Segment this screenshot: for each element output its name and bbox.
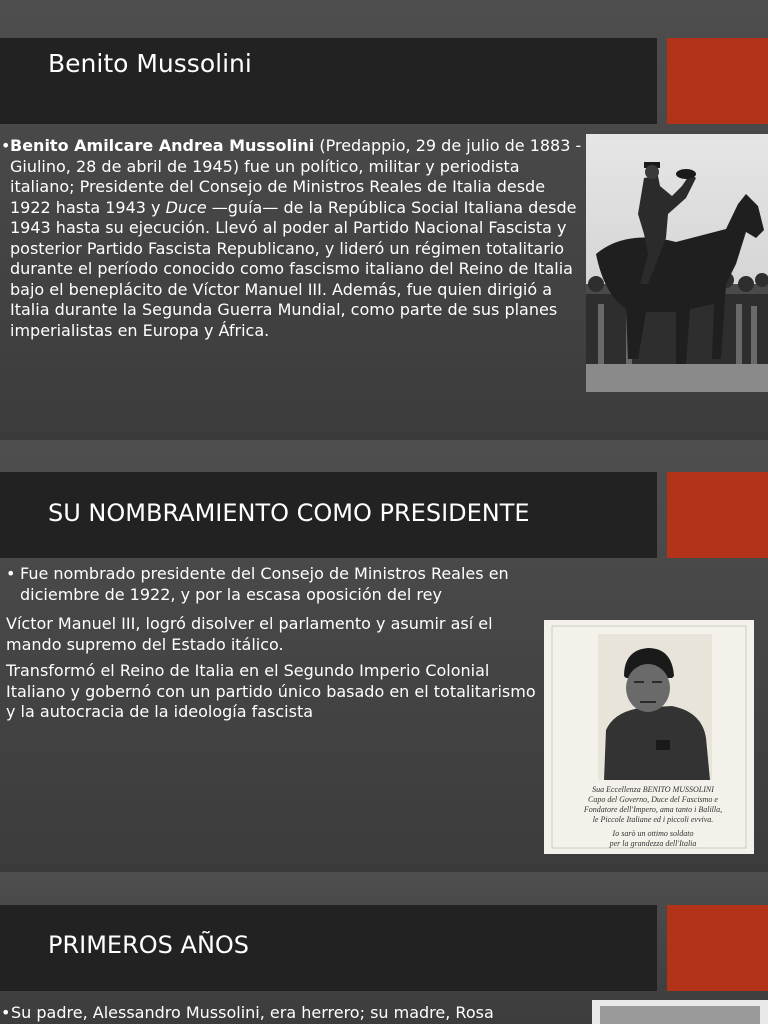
caption-line-3: Fondatore dell'Impero, ama tanto i Balilla, [583,805,723,814]
slide-gap [0,432,768,440]
slide-title: Benito Mussolini [48,49,252,78]
text-a: (Predappio, 29 de julio de 1883 - Giulino, 28 de abril de 1945) fue un político, militar y periodista italiano; Presidente del Consejo de Ministros Reales de Italia desde 1922 hasta 1943 y [10,136,582,217]
caption-line-4: le Piccole Italiane ed i piccoli evviva. [592,815,714,824]
caption-line-6: per la grandezza dell'Italia [609,839,697,848]
family-photo [592,1000,768,1024]
bullet-paragraph [6,564,560,605]
slide-1 [0,0,768,432]
equestrian-photo-image [586,134,768,392]
paragraph-1: Su padre, Alessandro Mussolini, era herrero; su madre, Rosa [11,1003,494,1022]
name-bold: Benito Amilcare Andrea Mussolini [10,136,315,155]
bullet: • [6,564,16,583]
slide-title: PRIMEROS AÑOS [48,931,250,959]
slide-gap [0,864,768,872]
poster-caption [558,785,748,849]
equestrian-photo [586,134,768,392]
slide-title: SU NOMBRAMIENTO COMO PRESIDENTE [48,499,530,527]
duce-italic: Duce [165,197,207,217]
slide-body [1,136,582,341]
paragraph-2: Víctor Manuel III, logró disolver el parlamento y asumir así el mando supremo del Estado itálico. [6,614,493,654]
caption-line-2: Capo del Governo, Duce del Fascismo e [588,795,718,804]
slide-2 [0,440,768,864]
paragraph [10,136,582,341]
mussolini-poster [544,620,754,854]
accent-block [667,38,768,124]
paragraph-1: Fue nombrado presidente del Consejo de Ministros Reales en diciembre de 1922, y por la escasa oposición del rey [20,564,509,604]
accent-block [667,472,768,558]
family-photo-inner [600,1006,760,1024]
paragraph-3: Transformó el Reino de Italia en el Segundo Imperio Colonial Italiano y gobernó con un partido único basado en el totalitarismo y la autocracia de la ideología fascista [6,661,536,721]
bullet-paragraph [1,1003,571,1024]
bullet: • [1,1003,11,1022]
slide-3 [0,872,768,1024]
caption-line-1: Sua Eccellenza BENITO MUSSOLINI [592,785,714,794]
text-b: —guía— de la República Social Italiana desde 1943 hasta su ejecución. Llevó al poder al Partido Nacional Fascista y posterior Partido Fascista Republicano, y lideró un régimen totalitario durante el período conocido como fascismo italiano del Reino de Italia bajo el beneplácito de Víctor Manuel III. Además, fue quien dirigió a Italia durante la Segunda Guerra Mundial, como parte de sus planes imperialistas en Europa y África. [10,197,577,340]
accent-block [667,905,768,991]
bullet: • [1,136,11,155]
caption-line-5: Io sarò un ottimo soldato [612,829,694,838]
